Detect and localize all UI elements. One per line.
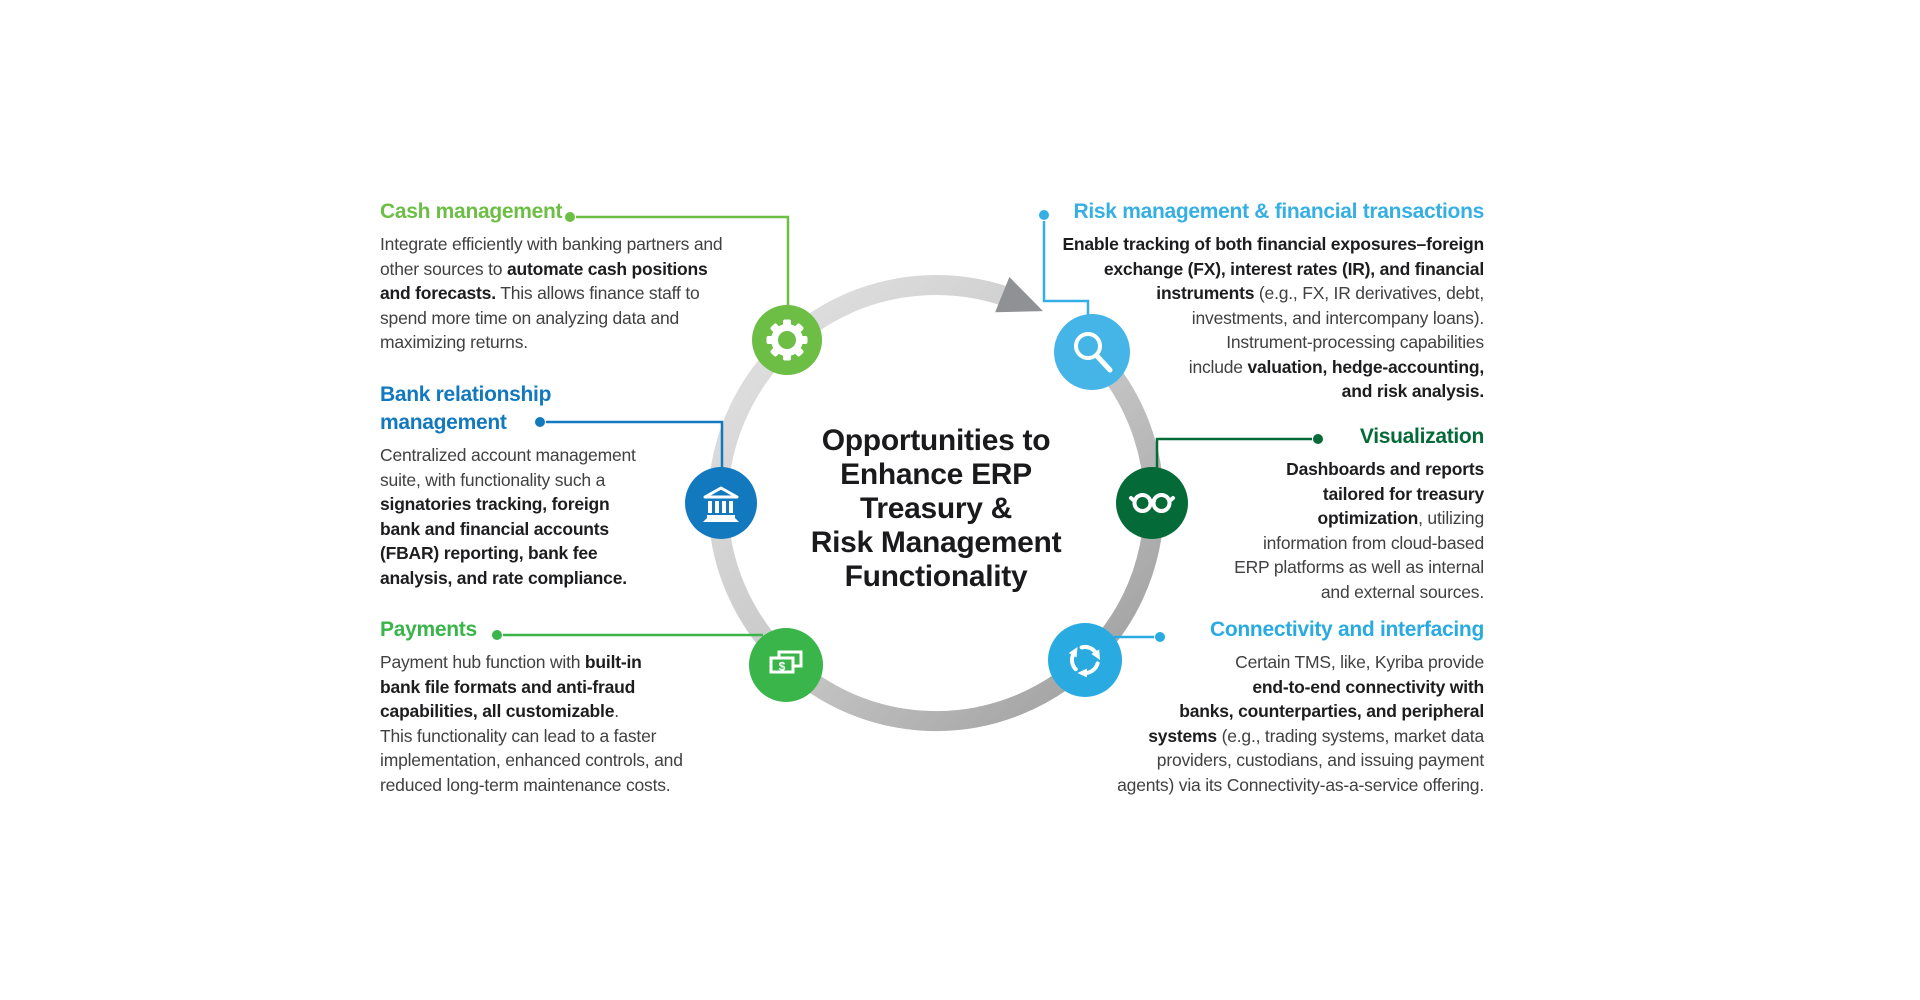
section-title-bank-relationship-management: Bank relationship management	[380, 383, 552, 434]
section-title-cash-management: Cash management	[380, 200, 563, 223]
section-body-risk-management-financial-transactions: Enable tracking of both financial exposures–foreign exchange (FX), interest rates (IR), and financial instruments (e.g., FX, IR derivatives, debt, investments, and intercompany loans). Instrument-processing capabilities include valuation, hedge-accounting, and risk analysis.	[1062, 234, 1484, 401]
section-body-payments: Payment hub function with built-in bank file formats and anti-fraud capabilities, all customizable. This functionality can lead to a faster implementation, enhanced controls, and reduced long-term maintenance costs.	[380, 652, 683, 795]
section-title-visualization: Visualization	[1359, 425, 1484, 448]
section-connectivity-and-interfacing	[1004, 616, 1484, 797]
section-title-payments: Payments	[380, 618, 477, 641]
banknotes-icon	[749, 628, 823, 702]
section-body-visualization: Dashboards and reports tailored for treasury optimization, utilizing information from cloud-based ERP platforms as well as internal and external sources.	[1234, 459, 1484, 602]
gear-icon	[752, 305, 822, 375]
section-risk-management-financial-transactions	[964, 198, 1484, 404]
section-body-connectivity-and-interfacing: Certain TMS, like, Kyriba provide end-to-end connectivity with banks, counterparties, and peripheral systems (e.g., trading systems, market data providers, custodians, and issuing payment agents) via its Connectivity-as-a-service offering.	[1117, 652, 1484, 795]
diagram-center-title: Opportunities to Enhance ERP Treasury & Risk Management Functionality	[810, 424, 1062, 593]
section-bank-relationship-management	[380, 381, 760, 590]
svg-text:$: $	[778, 659, 786, 674]
section-cash-management	[380, 198, 760, 355]
section-payments	[380, 616, 760, 797]
section-body-cash-management: Integrate efficiently with banking partners and other sources to automate cash positions and forecasts. This allows finance staff to spend more time on analyzing data and maximizing returns.	[380, 234, 723, 352]
section-visualization	[1054, 423, 1484, 604]
section-body-bank-relationship-management: Centralized account management suite, with functionality such a signatories tracking, foreign bank and financial accounts (FBAR) reporting, bank fee analysis, and rate compliance.	[380, 445, 636, 588]
section-title-connectivity-and-interfacing: Connectivity and interfacing	[1210, 618, 1484, 641]
section-title-risk-management-financial-transactions: Risk management & financial transactions	[1073, 200, 1484, 223]
